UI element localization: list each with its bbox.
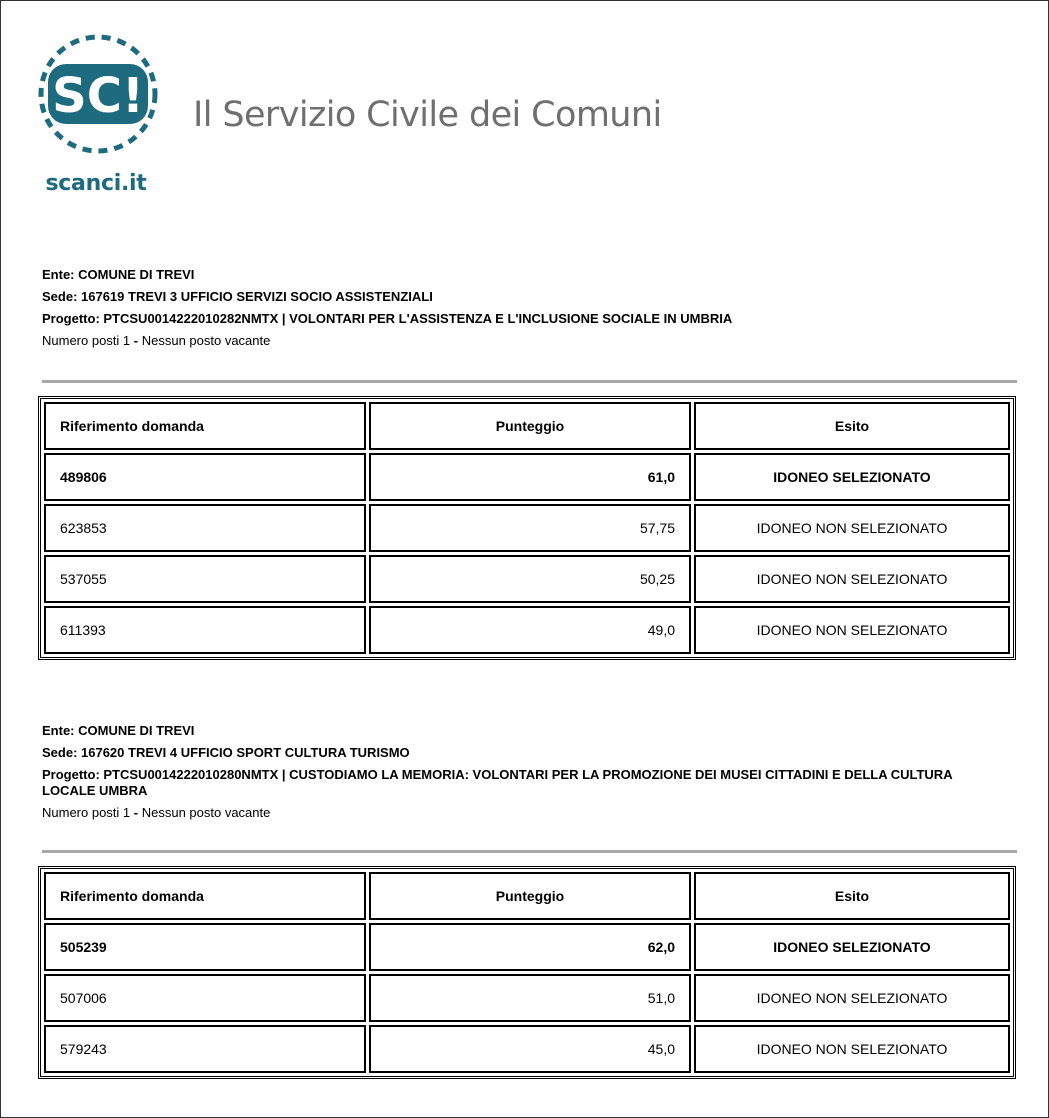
cell-punteggio: 62,0 <box>369 923 691 971</box>
table-row <box>44 606 1010 654</box>
cell-punteggio: 51,0 <box>369 974 691 1022</box>
table-row <box>44 555 1010 603</box>
table-row <box>44 453 1010 501</box>
cell-riferimento: 505239 <box>44 923 366 971</box>
ranking-section-1 <box>42 267 1017 638</box>
section-divider <box>42 850 1017 853</box>
results-table <box>38 396 1016 660</box>
ranking-section-2 <box>42 723 1017 1057</box>
table-row <box>44 974 1010 1022</box>
results-table <box>38 866 1016 1079</box>
cell-punteggio: 61,0 <box>369 453 691 501</box>
progetto-label: Progetto: PTCSU0014222010280NMTX | CUSTODIAMO LA MEMORIA: VOLONTARI PER LA PROMOZIONE DEI MUSEI CITTADINI E DELLA CULTURA LOCALE UMBRA <box>42 767 953 798</box>
cell-riferimento: 537055 <box>44 555 366 603</box>
cell-esito: IDONEO NON SELEZIONATO <box>694 555 1010 603</box>
site-title: Il Servizio Civile dei Comuni <box>193 95 662 135</box>
logo-site-label: scanci.it <box>45 171 147 196</box>
progetto-label: Progetto: PTCSU0014222010282NMTX | VOLONTARI PER L'ASSISTENZA E L'INCLUSIONE SOCIALE IN UMBRIA <box>42 311 733 326</box>
header-riferimento: Riferimento domanda <box>44 402 366 450</box>
posti-separator: - <box>130 333 142 348</box>
cell-riferimento: 507006 <box>44 974 366 1022</box>
posti-count: Numero posti 1 <box>42 805 131 820</box>
cell-esito: IDONEO NON SELEZIONATO <box>694 504 1010 552</box>
cell-esito: IDONEO NON SELEZIONATO <box>694 1025 1010 1073</box>
cell-punteggio: 45,0 <box>369 1025 691 1073</box>
posti-info <box>42 805 1017 821</box>
cell-punteggio: 49,0 <box>369 606 691 654</box>
table-header-row <box>44 872 1010 920</box>
logo-monogram: SC! <box>52 68 144 124</box>
cell-esito: IDONEO SELEZIONATO <box>694 453 1010 501</box>
cell-punteggio: 50,25 <box>369 555 691 603</box>
logo-badge-icon <box>36 34 161 169</box>
posti-info <box>42 333 1017 349</box>
ente-label: Ente: COMUNE DI TREVI <box>42 723 195 738</box>
table-row <box>44 1025 1010 1073</box>
ente-label: Ente: COMUNE DI TREVI <box>42 267 195 282</box>
cell-punteggio: 57,75 <box>369 504 691 552</box>
section-divider <box>42 380 1017 383</box>
posti-count: Numero posti 1 <box>42 333 131 348</box>
cell-esito: IDONEO NON SELEZIONATO <box>694 606 1010 654</box>
posti-separator: - <box>130 805 142 820</box>
header-punteggio: Punteggio <box>369 872 691 920</box>
cell-riferimento: 489806 <box>44 453 366 501</box>
cell-esito: IDONEO SELEZIONATO <box>694 923 1010 971</box>
cell-esito: IDONEO NON SELEZIONATO <box>694 974 1010 1022</box>
header-punteggio: Punteggio <box>369 402 691 450</box>
table-row <box>44 504 1010 552</box>
header-riferimento: Riferimento domanda <box>44 872 366 920</box>
header-esito: Esito <box>694 872 1010 920</box>
header-esito: Esito <box>694 402 1010 450</box>
page-header <box>1 1 1048 241</box>
cell-riferimento: 611393 <box>44 606 366 654</box>
table-header-row <box>44 402 1010 450</box>
table-row <box>44 923 1010 971</box>
cell-riferimento: 579243 <box>44 1025 366 1073</box>
sede-label: Sede: 167620 TREVI 4 UFFICIO SPORT CULTURA TURISMO <box>42 745 410 760</box>
cell-riferimento: 623853 <box>44 504 366 552</box>
posti-vacanti: Nessun posto vacante <box>141 805 271 820</box>
posti-vacanti: Nessun posto vacante <box>141 333 271 348</box>
scanci-logo[interactable] <box>36 34 161 204</box>
sede-label: Sede: 167619 TREVI 3 UFFICIO SERVIZI SOCIO ASSISTENZIALI <box>42 289 433 304</box>
